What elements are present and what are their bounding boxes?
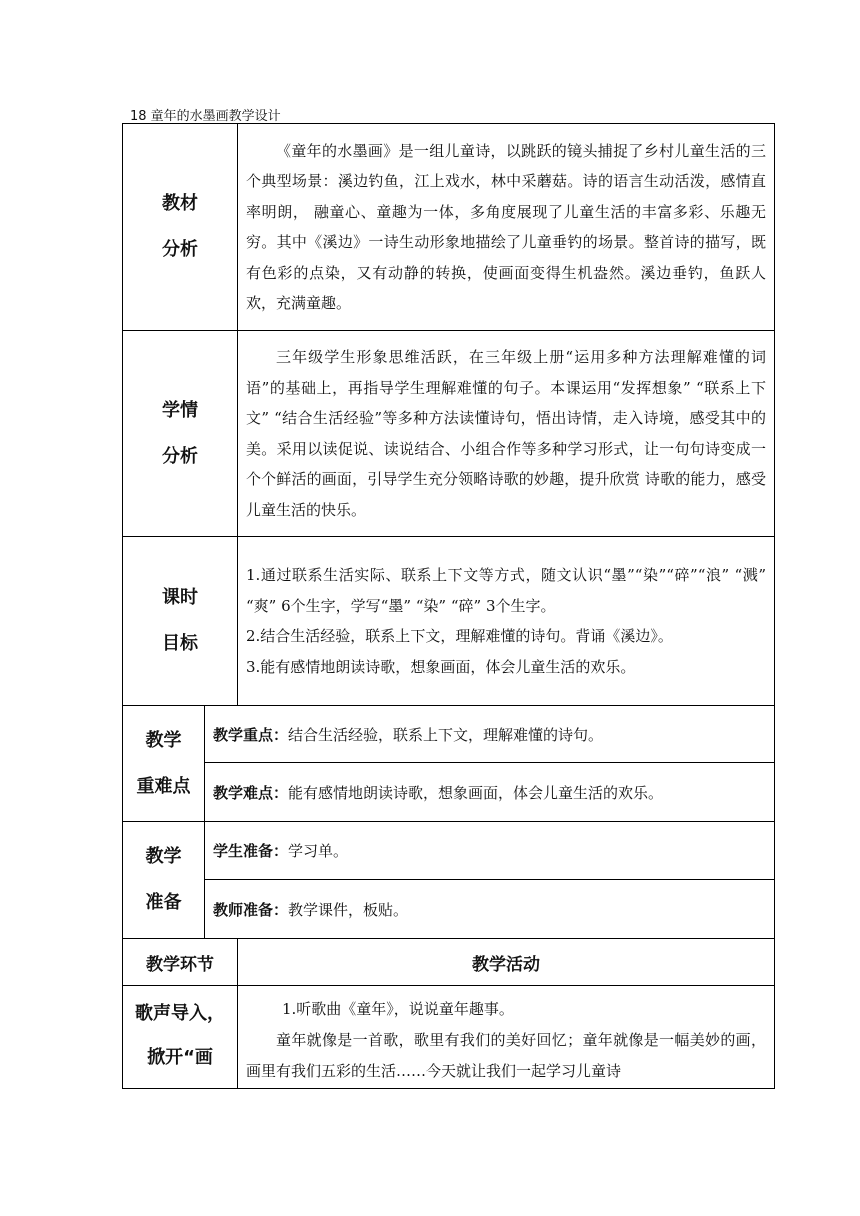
lesson-plan-table xyxy=(122,123,775,1089)
label-line: 教学 xyxy=(145,729,182,751)
label-line: 准备 xyxy=(145,892,182,913)
row-preparation-teacher xyxy=(123,880,775,939)
row-key-points-difficulty xyxy=(123,763,775,822)
label-line: 学情 xyxy=(162,399,198,421)
label-line: 课时 xyxy=(162,587,198,608)
label-preparation xyxy=(123,822,205,939)
row-key-points-focus xyxy=(123,706,775,763)
header-activity: 教学活动 xyxy=(238,939,775,986)
activity-line: 1.听歌曲《童年》，说说童年趣事。 xyxy=(282,1000,514,1018)
row-objectives xyxy=(123,537,775,706)
teacher-prep-text: 教学课件，板贴。 xyxy=(288,900,409,919)
difficulty-text: 能有感情地朗读诗歌，想象画面，体会儿童生活的欢乐。 xyxy=(288,783,664,802)
difficulty-cell xyxy=(205,763,775,822)
label-line: 歌声导入， xyxy=(135,1003,225,1024)
label-line: 分析 xyxy=(162,445,198,467)
header-stage: 教学环节 xyxy=(123,939,238,986)
student-prep-cell xyxy=(205,822,775,880)
label-student-analysis xyxy=(123,331,238,537)
objective-item: 1.通过联系生活实际、联系上下文等方式，随文认识“墨”“染”“碎”“浪” “溅” “爽” 6个生字，学写“墨” “染” “碎” 3个生字。 xyxy=(246,566,766,615)
activity-line: 童年就像是一首歌，歌里有我们的美好回忆；童年就像是一幅美妙的画，画里有我们五彩的生活……今天就让我们一起学习儿童诗 xyxy=(246,1031,766,1080)
label-textbook-analysis xyxy=(123,124,238,331)
label-line: 分析 xyxy=(162,239,198,260)
student-prep-label: 学生准备： xyxy=(213,842,289,860)
teacher-prep-cell xyxy=(205,880,775,939)
label-first-stage xyxy=(123,986,238,1089)
row-textbook-analysis xyxy=(123,124,775,331)
document-title: 18 童年的水墨画教学设计 xyxy=(130,109,281,124)
row-preparation-student xyxy=(123,822,775,880)
label-line: 掀开“画 xyxy=(147,1047,213,1068)
row-student-analysis xyxy=(123,331,775,537)
difficulty-label: 教学难点： xyxy=(213,783,289,802)
teacher-prep-label: 教师准备： xyxy=(213,900,289,919)
focus-label: 教学重点： xyxy=(213,725,289,744)
label-line: 目标 xyxy=(162,633,198,654)
student-prep-text: 学习单。 xyxy=(288,842,349,860)
label-line: 教学 xyxy=(145,846,182,867)
row-activities-header xyxy=(123,939,775,986)
focus-cell xyxy=(205,706,775,763)
objective-item: 2.结合生活经验，联系上下文，理解难懂的诗句。背诵《溪边》。 xyxy=(246,627,673,645)
student-analysis-text: 三年级学生形象思维活跃，在三年级上册“运用多种方法理解难懂的词语”的基础上，再指导学生理解难懂的句子。本课运用“发挥想象” “联系上下文” “结合生活经验”等多种方法读懂诗句，悟出诗情，走入诗境，感受其中的美。采用以读促说、读说结合、小组合作等多种学习形式，让一句句诗变成一个个鲜活的画面，引导学生充分领略诗歌的妙趣，提升欣赏 诗歌的能力，感受儿童生活的快乐。 xyxy=(238,331,775,537)
textbook-analysis-text: 《童年的水墨画》是一组儿童诗，以跳跃的镜头捕捉了乡村儿童生活的三个典型场景：溪边钓鱼，江上戏水，林中采蘑菇。诗的语言生动活泼，感情直率明朗， 融童心、童趣为一体，多角度展现了儿童生活的丰富多彩、乐趣无穷。其中《溪边》一诗生动形象地描绘了儿童垂钓的场景。整首诗的描写，既有色彩的点染，又有动静的转换，使画面变得生机盎然。溪边垂钓，鱼跃人欢，充满童趣。 xyxy=(238,124,775,331)
label-objectives xyxy=(123,537,238,706)
first-stage-text xyxy=(238,986,775,1089)
objectives-text xyxy=(238,537,775,706)
label-line: 教材 xyxy=(162,193,198,214)
label-line: 重难点 xyxy=(136,775,191,797)
focus-text: 结合生活经验，联系上下文，理解难懂的诗句。 xyxy=(288,725,604,744)
label-key-points xyxy=(123,706,205,822)
row-first-stage xyxy=(123,986,775,1089)
objective-item: 3.能有感情地朗读诗歌，想象画面，体会儿童生活的欢乐。 xyxy=(246,657,636,676)
